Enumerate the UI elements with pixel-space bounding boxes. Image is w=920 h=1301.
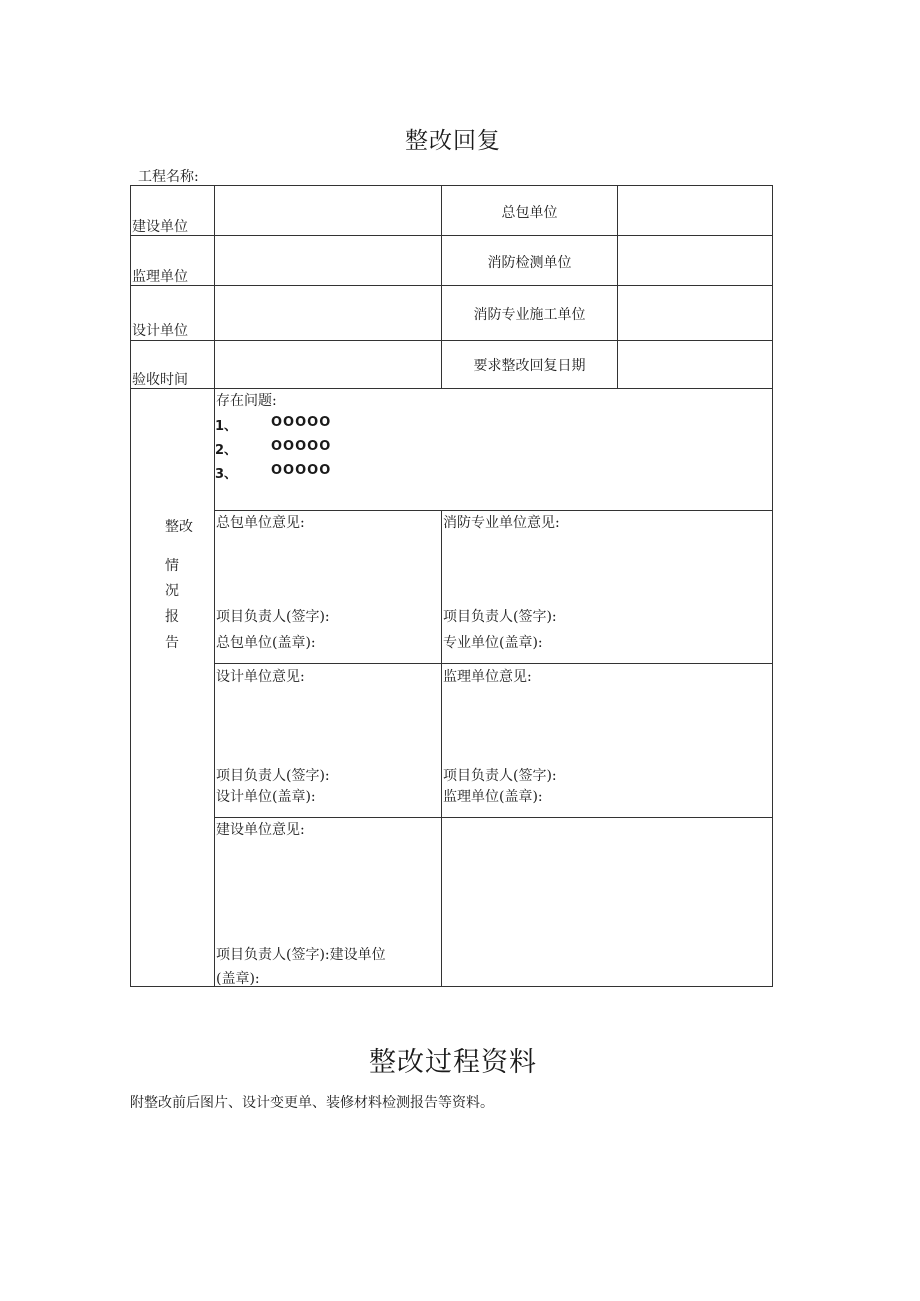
- gc-opinion-title: 总包单位意见:: [216, 515, 305, 531]
- supervision-opinion-title: 监理单位意见:: [443, 669, 532, 685]
- row-divider: [214, 817, 772, 818]
- fire-opinion-title: 消防专业单位意见:: [443, 515, 560, 531]
- issue-value: OOOOO: [271, 463, 332, 478]
- row-divider: [131, 388, 772, 389]
- supervision-signer-label: 项目负责人(签字):: [443, 768, 557, 784]
- issue-value: OOOOO: [271, 439, 332, 454]
- issue-number: 1、: [215, 419, 238, 434]
- process-section-title: 整改过程资料: [369, 1047, 537, 1078]
- value-fire-testing-unit[interactable]: [618, 236, 772, 284]
- owner-signer-seal-line1: 项目负责人(签字):建设单位: [216, 947, 386, 963]
- owner-signer-seal-line2: (盖章):: [216, 971, 260, 987]
- value-supervision-unit[interactable]: [215, 236, 440, 284]
- gc-signer-label: 项目负责人(签字):: [216, 609, 330, 625]
- process-appendix-note: 附整改前后图片、设计变更单、装修材料检测报告等资料。: [130, 1095, 494, 1111]
- issue-value: OOOOO: [271, 415, 332, 430]
- value-general-contractor[interactable]: [618, 186, 772, 234]
- row-divider: [214, 663, 772, 664]
- design-seal-label: 设计单位(盖章):: [216, 789, 316, 805]
- report-side-label-5: 告: [165, 635, 179, 651]
- value-acceptance-time[interactable]: [215, 341, 440, 387]
- value-reply-due-date[interactable]: [618, 341, 772, 387]
- project-name-label: 工程名称:: [138, 169, 199, 185]
- design-signer-label: 项目负责人(签字):: [216, 768, 330, 784]
- fire-seal-label: 专业单位(盖章):: [443, 635, 543, 651]
- label-fire-testing-unit: 消防检测单位: [487, 255, 572, 271]
- page-title: 整改回复: [405, 128, 501, 154]
- report-side-label-4: 报: [165, 609, 179, 625]
- label-reply-due-date: 要求整改回复日期: [473, 358, 586, 374]
- col-divider: [441, 510, 442, 986]
- value-fire-construction-unit[interactable]: [618, 286, 772, 339]
- value-design-unit[interactable]: [215, 286, 440, 339]
- row-divider: [214, 510, 772, 511]
- report-side-label-3: 况: [165, 583, 179, 599]
- design-opinion-title: 设计单位意见:: [216, 669, 305, 685]
- label-supervision-unit: 监理单位: [132, 269, 188, 285]
- report-side-label-2: 情: [165, 558, 179, 574]
- label-owner-unit: 建设单位: [132, 219, 188, 235]
- label-design-unit: 设计单位: [132, 323, 188, 339]
- fire-signer-label: 项目负责人(签字):: [443, 609, 557, 625]
- issue-number: 2、: [215, 443, 238, 458]
- gc-seal-label: 总包单位(盖章):: [216, 635, 316, 651]
- label-acceptance-time: 验收时间: [132, 372, 188, 388]
- report-side-label-1: 整改: [165, 519, 193, 535]
- owner-opinion-title: 建设单位意见:: [216, 822, 305, 838]
- label-general-contractor: 总包单位: [501, 205, 558, 221]
- issue-number: 3、: [215, 467, 238, 482]
- rectification-form-table: [130, 185, 773, 987]
- label-fire-construction-unit: 消防专业施工单位: [473, 307, 586, 323]
- issues-heading: 存在问题:: [216, 393, 277, 409]
- supervision-seal-label: 监理单位(盖章):: [443, 789, 543, 805]
- value-owner-unit[interactable]: [215, 186, 440, 234]
